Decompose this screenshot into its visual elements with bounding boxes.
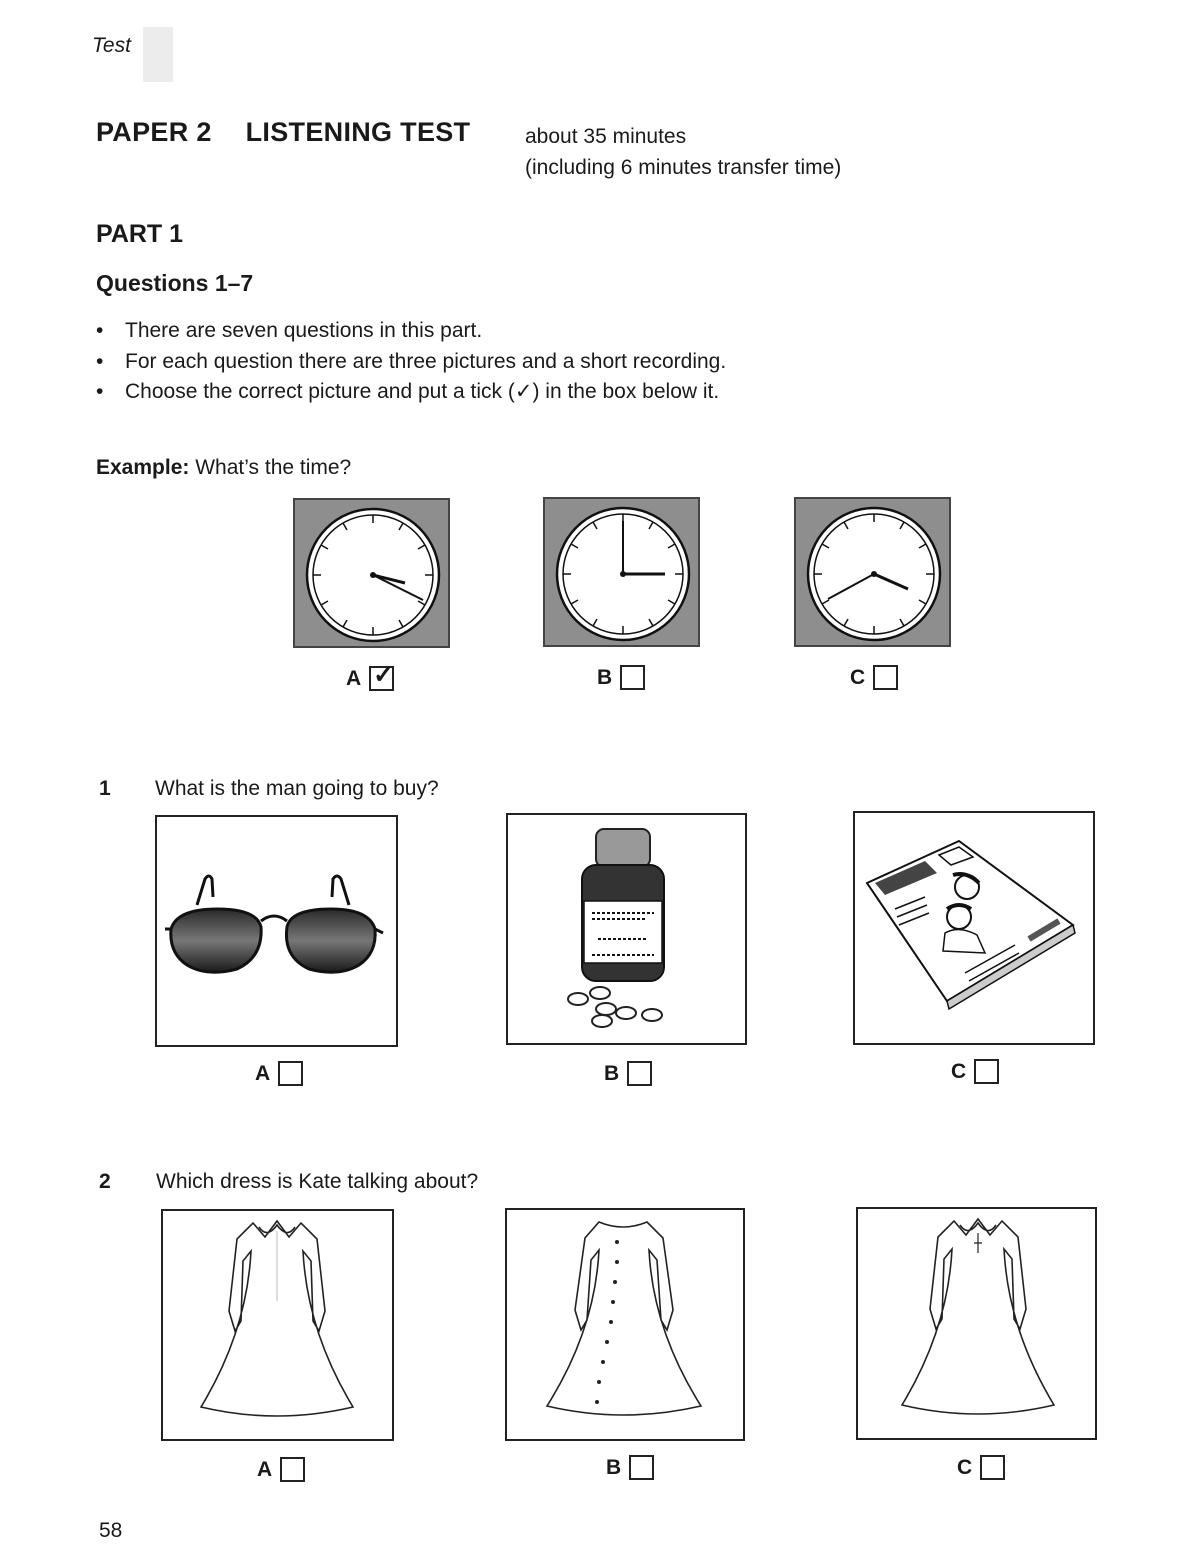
sunglasses-icon — [155, 815, 398, 1047]
option-letter: B — [604, 1061, 620, 1085]
pill-bottle-icon — [506, 813, 747, 1045]
answer-checkbox[interactable] — [627, 1061, 652, 1086]
questions-range: Questions 1–7 — [96, 270, 254, 296]
example-option-b — [597, 665, 645, 690]
test-name: LISTENING TEST — [245, 117, 471, 147]
dress-collar-icon — [856, 1207, 1097, 1440]
answer-checkbox[interactable] — [629, 1455, 654, 1480]
option-letter: C — [957, 1455, 973, 1479]
dress-collar-icon — [161, 1209, 394, 1441]
q2-option-b — [606, 1455, 654, 1480]
magazine-drawing — [855, 813, 1093, 1043]
option-letter: A — [346, 666, 362, 690]
q1-option-a — [255, 1061, 303, 1086]
answer-checkbox[interactable] — [620, 665, 645, 690]
paper-title — [96, 117, 470, 148]
q1-option-b — [604, 1061, 652, 1086]
question-text: What is the man going to buy? — [155, 777, 439, 800]
instruction-item: • For each question there are three pictures and a short recording. — [96, 347, 726, 378]
instructions-list — [96, 316, 726, 408]
example-option-c — [850, 665, 898, 690]
question-number: 2 — [99, 1170, 111, 1193]
example-label: Example: — [96, 456, 190, 479]
instruction-item: • There are seven questions in this part. — [96, 316, 726, 347]
pill-bottle-drawing — [508, 815, 745, 1043]
answer-checkbox[interactable] — [280, 1457, 305, 1482]
running-title: Test — [92, 34, 131, 57]
q2-option-a — [257, 1457, 305, 1482]
sunglasses-drawing — [157, 817, 396, 1045]
clock-icon — [293, 498, 450, 648]
instruction-item: • Choose the correct picture and put a tick (✓) in the box below it. — [96, 377, 726, 408]
answer-checkbox[interactable] — [873, 665, 898, 690]
answer-checkbox[interactable] — [278, 1061, 303, 1086]
answer-checkbox[interactable] — [369, 661, 395, 691]
paper-number: PAPER 2 — [96, 117, 212, 147]
clock-a-face — [295, 500, 448, 646]
option-letter: B — [597, 665, 613, 689]
dress-buttons-icon — [505, 1208, 745, 1441]
option-letter: C — [850, 665, 866, 689]
question-number: 1 — [99, 777, 111, 800]
option-letter: B — [606, 1455, 622, 1479]
option-letter: A — [255, 1061, 271, 1085]
dress-b-drawing — [507, 1210, 743, 1439]
dress-c-drawing — [858, 1209, 1095, 1438]
tick-mark: ✓ — [373, 661, 395, 689]
q2-option-c — [957, 1455, 1005, 1480]
example-question: What’s the time? — [195, 456, 352, 479]
dress-a-drawing — [163, 1211, 392, 1439]
clock-icon — [794, 497, 951, 647]
clock-icon — [543, 497, 700, 647]
duration-line-1: about 35 minutes — [525, 125, 687, 148]
answer-checkbox[interactable] — [980, 1455, 1005, 1480]
example-prompt — [96, 456, 351, 480]
option-letter: C — [951, 1059, 967, 1083]
option-letter: A — [257, 1457, 273, 1481]
header-shade — [143, 27, 173, 82]
part-title: PART 1 — [96, 220, 184, 248]
magazine-icon — [853, 811, 1095, 1045]
question-text: Which dress is Kate talking about? — [156, 1170, 479, 1193]
page-number: 58 — [99, 1519, 123, 1542]
clock-c-face — [796, 499, 949, 645]
example-option-a — [346, 661, 395, 691]
answer-checkbox[interactable] — [974, 1059, 999, 1084]
duration-info — [525, 121, 841, 183]
duration-line-2: (including 6 minutes transfer time) — [525, 156, 842, 179]
clock-b-face — [545, 499, 698, 645]
q1-option-c — [951, 1059, 999, 1084]
